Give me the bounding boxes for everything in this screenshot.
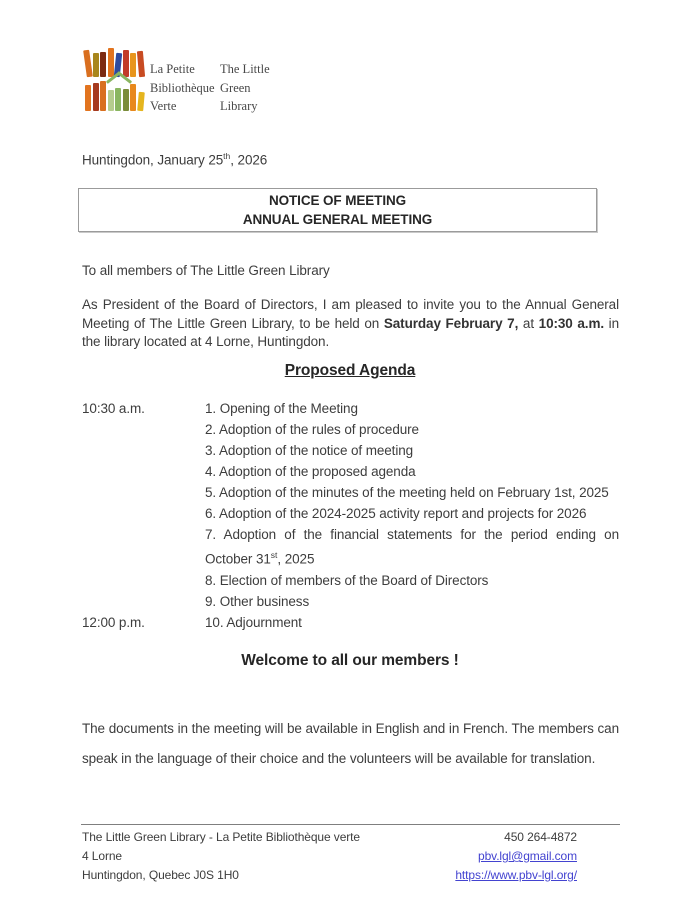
agenda-start-time: 10:30 a.m. [82,401,145,416]
agenda-item-2: 2. Adoption of the rules of procedure [205,422,419,437]
agenda-end-time: 12:00 p.m. [82,614,145,630]
footer-divider [81,824,620,825]
logo-name-french [150,60,220,116]
agenda-item-7: 7. Adoption of the financial statements for the period ending on October 31st, 2025 [205,527,619,567]
footer-address-block [82,828,412,885]
agenda-row [82,570,619,591]
logo-books-bottom-row-icon [85,79,145,111]
notice-box [78,188,597,232]
dateline: Huntingdon, January 25th, 2026 [82,151,268,168]
footer-city: Huntingdon, Quebec J0S 1H0 [82,868,239,882]
agenda-row [82,482,619,503]
footer-email-link[interactable]: pbv.lgl@gmail.com [478,849,577,863]
roof-icon [105,68,133,94]
agenda-item-10: 10. Adjournment [205,614,302,630]
agenda-item-3: 3. Adoption of the notice of meeting [205,443,414,458]
agenda-item-1: 1. Opening of the Meeting [205,401,358,416]
agenda-item-4: 4. Adoption of the proposed agenda [205,464,416,479]
salutation: To all members of The Little Green Library [82,263,330,278]
agenda-row [82,440,619,461]
agenda-item-8: 8. Election of members of the Board of Directors [205,572,489,588]
footer-org-name: The Little Green Library - La Petite Bibliothèque verte [82,830,360,844]
agenda-item-9: 9. Other business [205,593,310,609]
footer-phone: 450 264-4872 [504,830,577,844]
logo-en-line: Green [220,80,251,95]
intro-paragraph: As President of the Board of Directors, I am pleased to invite you to the Annual General Meeting of The Little Green Library, to be held on Saturday February 7, at 10:30 a.m. in the library located at 4 Lorne, Huntingdon. [82,297,619,349]
footer-website-link[interactable]: https://www.pbv-lgl.org/ [455,868,577,882]
agenda-row [82,398,619,419]
agenda-row [82,524,619,570]
language-note-paragraph: The documents in the meeting will be available in English and in French. The members can speak in the language of their choice and the volunteers will be available for translation. [82,721,619,766]
agenda-row [82,461,619,482]
logo-en-line: The Little [220,62,270,76]
footer-street: 4 Lorne [82,849,122,863]
footer-contact-block [380,828,577,885]
logo-fr-line: La Petite [150,62,195,76]
agenda-row [82,591,619,612]
logo-wordmark [150,60,300,116]
agenda-title: Proposed Agenda [284,362,416,379]
agenda-row [82,612,619,633]
welcome-heading: Welcome to all our members ! [241,652,459,669]
notice-title-line2: ANNUAL GENERAL MEETING [242,212,433,227]
logo-name-english [220,60,290,116]
agenda-item-5: 5. Adoption of the minutes of the meeting held on February 1st, 2025 [205,485,609,500]
notice-title-line1: NOTICE OF MEETING [268,193,407,208]
logo-fr-line: Verte [150,99,177,113]
agenda-item-6: 6. Adoption of the 2024-2025 activity report and projects for 2026 [205,506,587,521]
logo-en-line: Library [220,99,258,113]
agenda-row [82,419,619,440]
logo-fr-line: Bibliothèque [150,80,215,95]
agenda-row [82,503,619,524]
agenda-table [82,398,619,633]
library-logo [85,45,285,111]
